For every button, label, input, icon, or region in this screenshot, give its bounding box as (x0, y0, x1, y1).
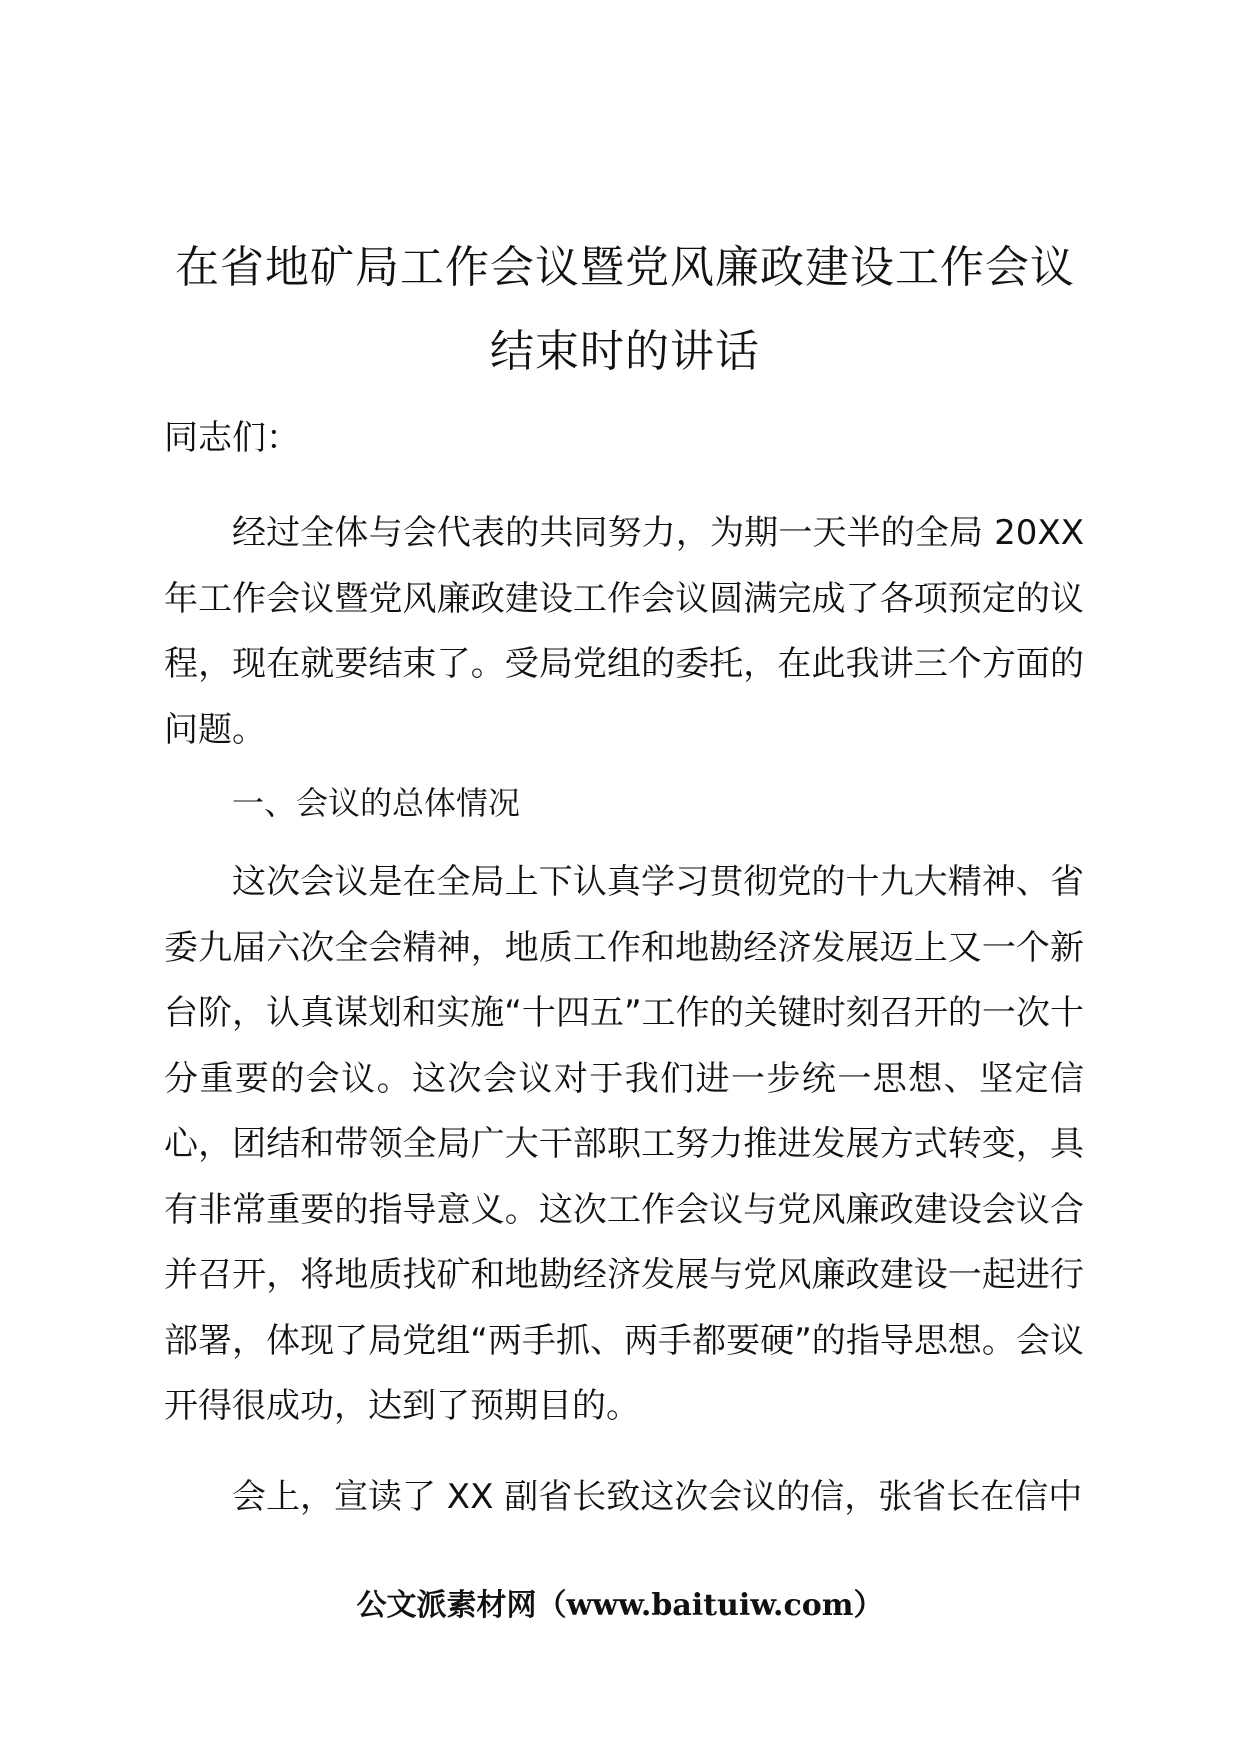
section-heading-1: 一、会议的总体情况 (232, 784, 521, 822)
document-title-line-2: 结束时的讲话 (490, 326, 760, 377)
paragraph-letter: 会上，宣读了 XX 副省长致这次会议的信，张省长在信中 (232, 1477, 1083, 1517)
greeting: 同志们： (164, 418, 300, 458)
footer-watermark: 公文派素材网（www.baituiw.com） (356, 1588, 884, 1623)
document-title-line-1: 在省地矿局工作会议暨党风廉政建设工作会议 (175, 242, 1075, 293)
paragraph-overview: 这次会议是在全局上下认真学习贯彻党的十九大精神、省委九届六次全会精神，地质工作和地勘经济发展迈上又一个新台阶，认真谋划和实施“十四五”工作的关键时刻召开的一次十分重要的会议。这次会议对于我们进一步统一思想、坚定信心，团结和带领全局广大干部职工努力推进发展方式转变，具有非常重要的指导意义。这次工作会议与党风廉政建设会议合并召开，将地质找矿和地勘经济发展与党风廉政建设一起进行部署，体现了局党组“两手抓、两手都要硬”的指导思想。会议开得很成功，达到了预期目的。 (164, 862, 1084, 1426)
paragraph-intro: 经过全体与会代表的共同努力，为期一天半的全局 20XX 年工作会议暨党风廉政建设工作会议圆满完成了各项预定的议程，现在就要结束了。受局党组的委托，在此我讲三个方面的问题。 (164, 513, 1084, 750)
